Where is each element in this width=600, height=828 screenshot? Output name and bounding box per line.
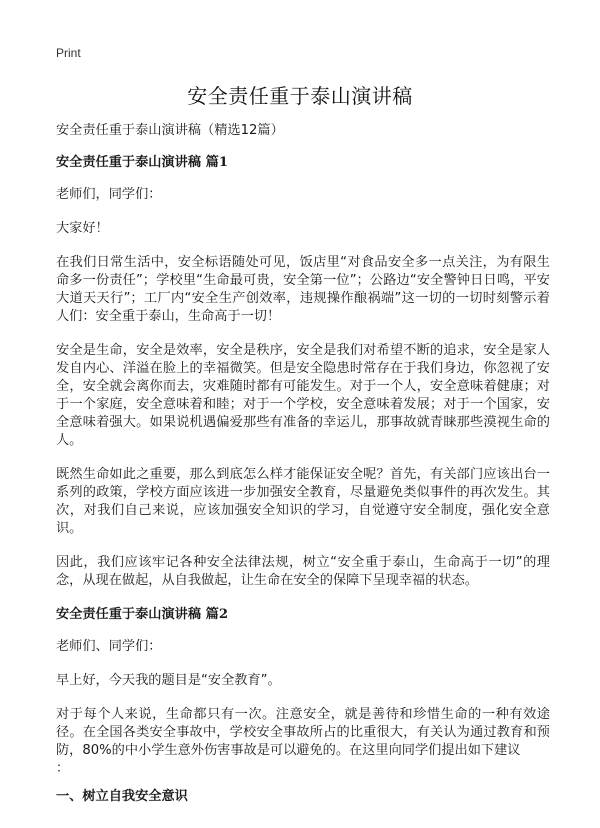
page-title: 安全责任重于泰山演讲稿 (187, 84, 413, 108)
paragraph: 安全是生命，安全是效率，安全是秩序，安全是我们对希望不断的追求，安全是家人发自内心、洋溢在脸上的幸福微笑。但是安全隐患时常存在于我们身边，你忽视了安全，安全就会离你而去，灾难随时都有可能发生。对于一个人，安全意味着健康；对于一个家庭，安全意味着和睦；对于一个学校，安全意味着发展；对于一个国家，安全意味着强大。如果说机遇偏爱那些有准备的幸运儿，那事故就青睐那些漠视生命的人。 (56, 343, 550, 448)
paragraph: 因此，我们应该牢记各种安全法律法规，树立“安全重于泰山，生命高于一切”的理念，从现在做起，从自我做起，让生命在安全的保障下呈现幸福的状态。 (56, 555, 550, 588)
print-label[interactable]: Print (56, 46, 81, 60)
trailing-punctuation: ： (56, 761, 70, 776)
sub-heading: 一、树立自我安全意识 (56, 789, 188, 804)
paragraph: 在我们日常生活中，安全标语随处可见，饭店里“对食品安全多一点关注，为有限生命多一份责任”；学校里“生命最可贵，安全第一位”；公路边“安全警钟日日鸣，平安大道天天行”；工厂内“安全生产创效率，违规操作酿祸端”这一切的一切时刻警示着人们：安全重于泰山，生命高于一切！ (56, 255, 550, 324)
greeting: 老师们，同学们： (56, 187, 162, 202)
greeting: 老师们、同学们： (56, 639, 162, 654)
document-subtitle: 安全责任重于泰山演讲稿（精选12篇） (56, 123, 284, 138)
salutation: 大家好！ (56, 221, 109, 236)
section-heading-1: 安全责任重于泰山演讲稿 篇1 (56, 155, 229, 170)
paragraph: 既然生命如此之重要，那么到底怎么样才能保证安全呢？首先，有关部门应该出台一系列的政策，学校方面应该进一步加强安全教育，尽量避免类似事件的再次发生。其次，对我们自己来说，应该加强安全知识的学习，自觉遵守安全制度，强化安全意识。 (56, 467, 550, 536)
opening-line: 早上好，今天我的题目是“安全教育”。 (56, 673, 281, 688)
paragraph: 对于每个人来说，生命都只有一次。注意安全，就是善待和珍惜生命的一种有效途径。在全国各类安全事故中，学校安全事故所占的比重很大，有关认为通过教育和预防，80%的中小学生意外伤害事故是可以避免的。在这里向同学们提出如下建议 (56, 707, 550, 758)
document-body (56, 122, 550, 816)
section-heading-2: 安全责任重于泰山演讲稿 篇2 (56, 607, 229, 622)
